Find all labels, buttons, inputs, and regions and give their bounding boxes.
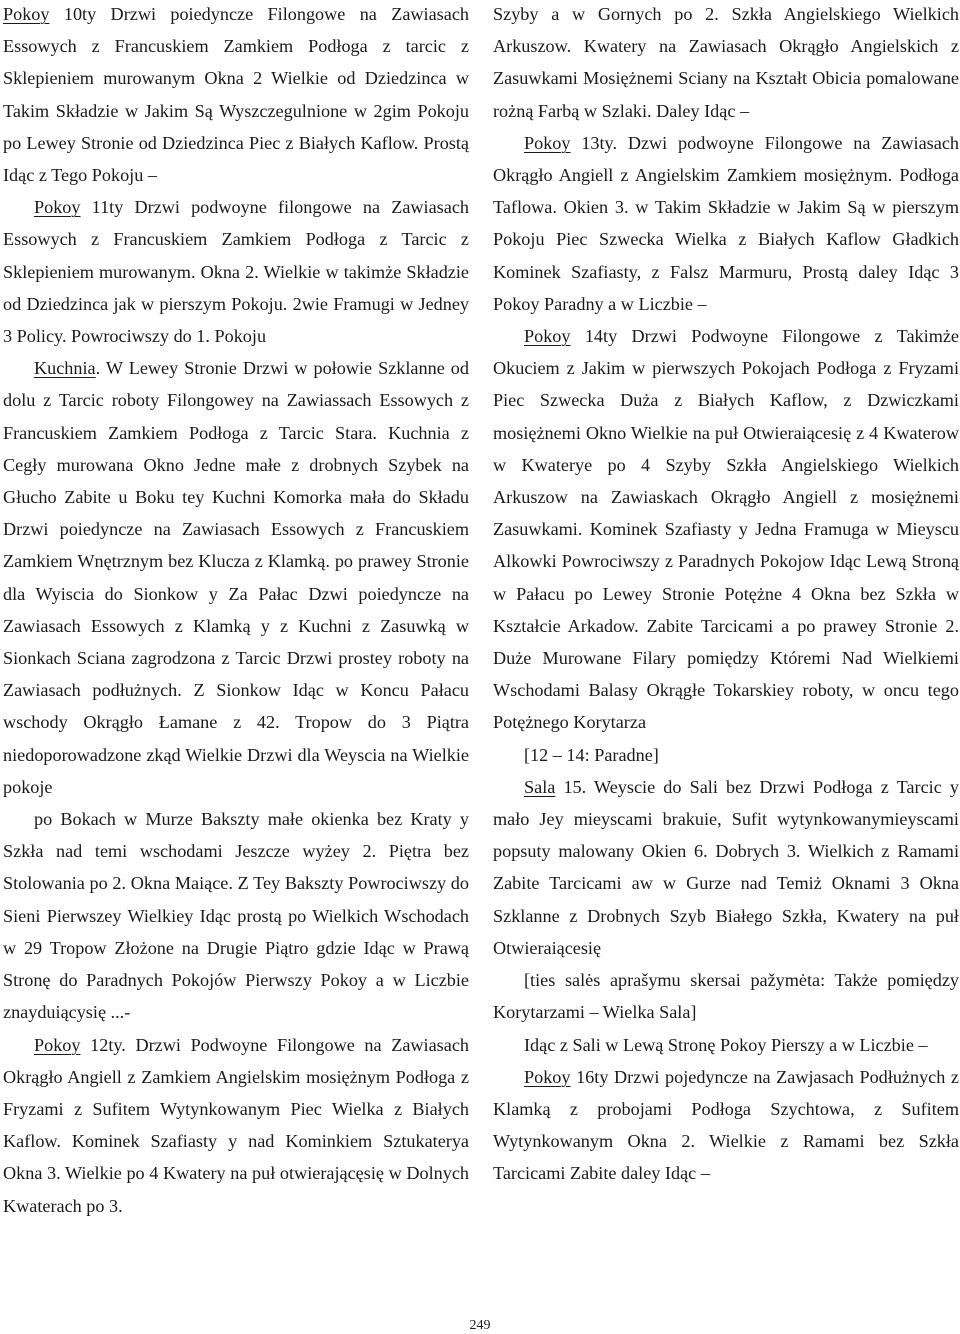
paragraph-sala-15	[493, 771, 959, 964]
room-heading: Sala	[524, 776, 556, 797]
paragraph-text: Idąc z Sali w Lewą Stronę Pokoy Pierszy a w Liczbie –	[524, 1034, 928, 1055]
room-heading: Kuchnia	[34, 358, 96, 379]
page-number: 249	[469, 1318, 491, 1333]
editorial-note-paradne	[493, 739, 959, 771]
room-heading: Pokoy	[524, 326, 571, 347]
paragraph-from-sala	[493, 1029, 959, 1061]
paragraph-text: 14ty Drzwi Podwoyne Filongowe z Takimże Okuciem z Jakim w pierwszych Pokojach Podłoga z Fryzami Piec Szwecka Duża z Białych Kaflow, z Dzwiczkami mosiężnemi Okno Wielkie na puł Otwieraiącesię z 4 Kwaterow w Kwaterye po 4 Szyby Szkła Angielskiego Wielkich Arkuszow na Zawiaskach Okrągło Angiell z mosiężnemi Zasuwkami. Kominek Szafiasty y Jedna Framuga w Mieyscu Alkowki Powrociwszy z Paradnych Pokojow Idąc Lewą Stroną w Pałacu po Lewey Stronie Potężne 4 Okna bez Szkła w Kształcie Arkadow. Zabite Tarcicami a po prawey Stronie 2. Duże Murowane Filary pomiędzy Któremi Nad Wielkiemi Wschodami Balasy Okrągłe Tokarskiey roboty, w oncu tego Potężnego Korytarza	[493, 326, 959, 733]
paragraph-text: 12ty. Drzwi Podwoyne Filongowe na Zawiasach Okrągło Angiell z Zamkiem Angielskim mosiężnym Podłoga z Fryzami z Sufitem Wytynkowanym Piec Wielka z Białych Kaflow. Kominek Szafiasty y nad Kominkiem Sztukaterya Okna 3. Wielkie po 4 Kwatery na puł otwierającęsię w Dolnych Kwaterach po 3.	[3, 1034, 469, 1216]
room-heading: Pokoy	[524, 132, 571, 153]
paragraph-text: 10ty Drzwi poiedyncze Filongowe na Zawiasach Essowych z Francuskiem Zamkiem Podłoga z tarcic z Sklepieniem murowanym Okna 2 Wielkie od Dziedzinca w Takim Składzie w Jakim Są Wyszczegulnione w 2gim Pokoju po Lewey Stronie od Dziedzinca Piec z Białych Kaflow. Prostą Idąc z Tego Pokoju –	[3, 4, 469, 186]
room-heading: Pokoy	[3, 4, 50, 24]
room-heading: Pokoy	[34, 197, 81, 218]
paragraph-pokoy-10	[3, 0, 469, 191]
paragraph-text: 11ty Drzwi podwoyne filongowe na Zawiasach Essowych z Francuskiem Zamkiem Podłoga z Tarcic z Sklepieniem murowanym. Okna 2. Wielkie w takimże Składzie od Dziedzinca jak w pierszym Pokoju. 2wie Framugi w Jedney 3 Policy. Powrociwszy do 1. Pokoju	[3, 197, 469, 347]
paragraph-continuation	[493, 0, 959, 127]
left-column	[3, 0, 469, 1222]
paragraph-pokoy-11	[3, 191, 469, 352]
paragraph-pokoy-12	[3, 1029, 469, 1222]
paragraph-text: 16ty Drzwi pojedyncze na Zawjasach Podłużnych z Klamką z probojami Podłoga Szychtowa, z Sufitem Wytynkowanym Okna 2. Wielkie z Ramami bez Szkła Tarcicami Zabite daley Idąc –	[493, 1066, 959, 1184]
paragraph-pokoy-14	[493, 320, 959, 739]
paragraph-text: Szyby a w Gornych po 2. Szkła Angielskiego Wielkich Arkuszow. Kwatery na Zawiasach Okrągło Angielskich z Zasuwkami Mosiężnemi Sciany na Kształt Obicia pomalowane rożną Farbą w Szlaki. Daley Idąc –	[493, 4, 959, 121]
paragraph-pokoy-13	[493, 127, 959, 320]
room-heading: Pokoy	[524, 1066, 571, 1087]
paragraph-text: 13ty. Dzwi podwoyne Filongowe na Zawiasach Okrągło Angiell z Angielskim Zamkiem mosiężnym. Podłoga Taflowa. Okien 3. w Takim Składzie w Jakim Są w pierszym Pokoju Piec Szwecka Wielka z Białych Kaflow Gładkich Kominek Szafiasty, z Falsz Marmuru, Prostą daley Idąc 3 Pokoy Paradny a w Liczbie –	[493, 132, 959, 314]
paragraph-text: . W Lewey Stronie Drzwi w połowie Szklanne od dolu z Tarcic roboty Filongowey na Zawiassach Essowych z Francuskiem Zamkiem Podłoga z Tarcic Stara. Kuchnia z Cegły murowana Okno Jedne małe z drobnych Szybek na Głucho Zabite u Boku tey Kuchni Komorka mała do Składu Drzwi poiedyncze na Zawiasach Essowych z Francuskiem Zamkiem Wnętrznym bez Klucza z Klamką. po prawey Stronie dla Wyiscia do Sionkow y Za Pałac Dzwi poiedyncze na Zawiasach Essowych z Klamką y z Kuchni z Zasuwką w Sionkach Sciana zagrodzona z Tarcic Drzwi prostey roboty na Zawiasach podłużnych. Z Sionkow Idąc w Koncu Pałacu wschody Okrągło Łamane z 42. Tropow do 3 Piątra niedoporowadzone zkąd Wielkie Drzwi dla Weyscia na Wielkie pokoje	[3, 358, 469, 797]
paragraph-kuchnia	[3, 352, 469, 803]
room-heading: Pokoy	[34, 1034, 81, 1055]
right-column	[493, 0, 959, 1190]
paragraph-bakszty	[3, 803, 469, 1028]
paragraph-text: [12 – 14: Paradne]	[524, 744, 659, 765]
paragraph-pokoy-16	[493, 1061, 959, 1190]
paragraph-text: [ties salės aprašymu skersai pažymėta: Także pomiędzy Korytarzami – Wielka Sala]	[493, 970, 959, 1023]
editorial-note-sala	[493, 964, 959, 1028]
paragraph-text: 15. Weyscie do Sali bez Drzwi Podłoga z Tarcic y mało Jey mieyscami brakuie, Sufit wytynkowanymieyscami popsuty malowany Okien 6. Dobrych 3. Wielkich z Ramami Zabite Tarcicami aw w Gurze nad Temiż Oknami 3 Okna Szklanne z Drobnych Szyb Białego Szkła, Kwatery na puł Otwieraiącesię	[493, 776, 959, 958]
paragraph-text: po Bokach w Murze Bakszty małe okienka bez Kraty y Szkła nad temi wschodami Jeszcze wyżey 2. Piętra bez Stolowania po 2. Okna Maiące. Z Tey Bakszty Powrociwszy do Sieni Pierwszey Wielkiey Idąc prostą po Wielkich Wschodach w 29 Tropow Złożone na Drugie Piątro gdzie Idąc w Prawą Stronę do Paradnych Pokojów Pierwszy Pokoy a w Liczbie znayduiącysię ...-	[3, 809, 469, 1023]
